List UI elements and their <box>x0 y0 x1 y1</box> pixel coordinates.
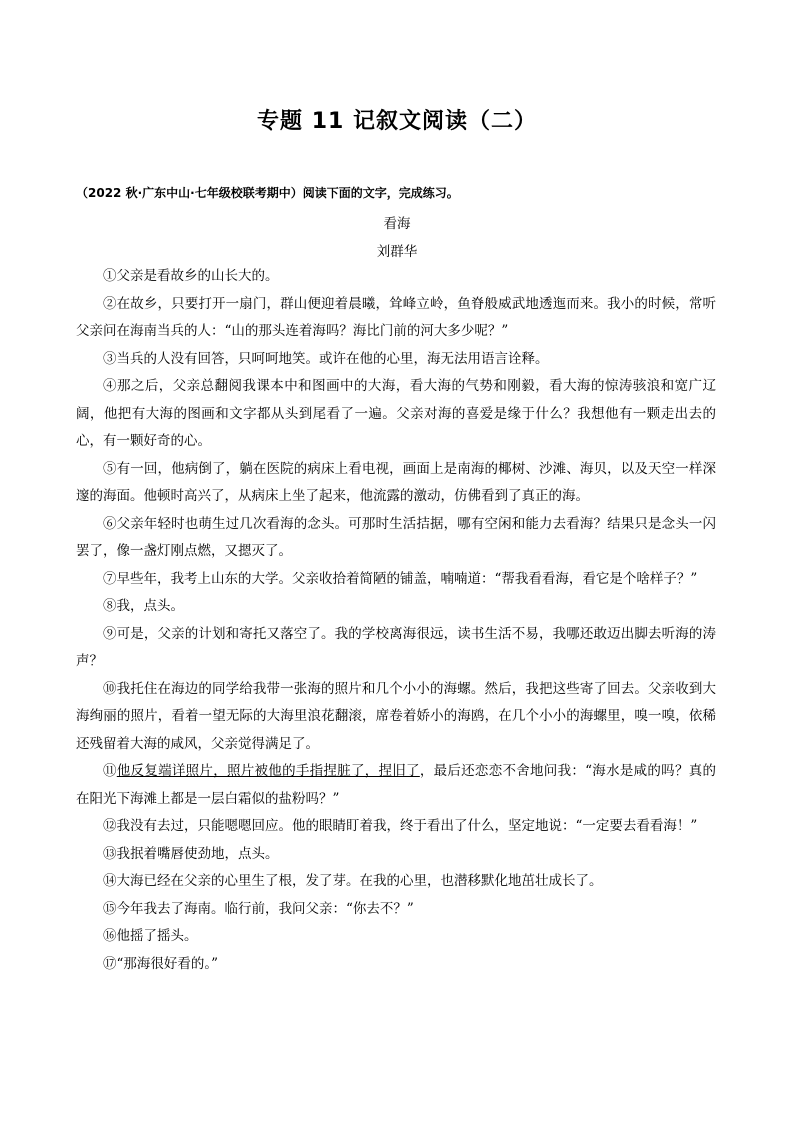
source-line: （2022 秋·广东中山·七年级校联考期中）阅读下面的文字，完成练习。 <box>76 186 459 200</box>
paragraph-7 <box>76 566 716 594</box>
paragraph-14 <box>76 868 716 896</box>
story-title: 看海 <box>383 216 411 232</box>
paragraph-12 <box>76 813 716 841</box>
paragraph-text: ②在故乡，只要打开一扇门，群山便迎着晨曦，耸峰立岭，鱼脊般威武地透迤而来。我小的时候，常听父亲问在海南当兵的人：“山的那头连着海吗？海比门前的河大多少呢？” <box>76 295 716 339</box>
paragraph-text: ④那之后，父亲总翻阅我课本中和图画中的大海，看大海的气势和刚毅，看大海的惊涛骇浪和宽广辽阔，他把有大海的图画和文字都从头到尾看了一遍。父亲对海的喜爱是缘于什么？我想他有一颗走出去的心，有一颗好奇的心。 <box>76 378 716 449</box>
paragraph-2 <box>76 291 716 346</box>
paragraph-13 <box>76 841 716 869</box>
paragraph-number: ⑪ <box>103 763 117 779</box>
paragraph-text: ⑭大海已经在父亲的心里生了根，发了芽。在我的心里，也潜移默化地茁壮成长了。 <box>103 873 603 889</box>
story-body <box>76 263 716 978</box>
paragraph-text: ①父亲是看故乡的山长大的。 <box>103 268 279 284</box>
paragraph-1 <box>76 263 716 291</box>
paragraph-text: ⑮今年我去了海南。临行前，我问父亲：“你去不？” <box>103 900 414 917</box>
paragraph-text: ⑯他摇了摇头。 <box>103 928 198 944</box>
paragraph-text: ，最后还恋恋不舍地问我：“海水是咸的吗？真的在阳光下海滩上都是一层白霜似的盐粉吗？” <box>76 763 717 807</box>
paragraph-5 <box>76 456 716 511</box>
paragraph-3 <box>76 346 716 374</box>
paragraph-15 <box>76 896 716 924</box>
paragraph-text: ⑨可是，父亲的计划和寄托又落空了。我的学校离海很远，读书生活不易，我哪还敢迈出脚去听海的涛声？ <box>76 625 716 669</box>
story-author: 刘群华 <box>376 244 418 260</box>
paragraph-text: ③当兵的人没有回答，只呵呵地笑。或许在他的心里，海无法用语言诠释。 <box>103 350 549 367</box>
paragraph-text: ⑫我没有去过，只能嗯嗯回应。他的眼睛盯着我，终于看出了什么，坚定地说：“一定要去看看海！” <box>103 818 698 834</box>
paragraph-text: ⑦早些年，我考上山东的大学。父亲收拾着简陋的铺盖，喃喃道：“帮我看看海，看它是个啥样子？” <box>103 570 698 587</box>
page-title: 专题 11 记叙文阅读（二） <box>257 109 537 134</box>
paragraph-text: ⑰“那海很好看的。” <box>103 955 219 972</box>
paragraph-10 <box>76 676 716 759</box>
paragraph-8 <box>76 593 716 621</box>
paragraph-text: ⑤有一回，他病倒了，躺在医院的病床上看电视，画面上是南海的椰树、沙滩、海贝，以及天空一样深邃的海面。他顿时高兴了，从病床上坐了起来，他流露的激动，仿佛看到了真正的海。 <box>76 460 716 504</box>
paragraph-16 <box>76 923 716 951</box>
paragraph-17 <box>76 951 716 979</box>
paragraph-9 <box>76 621 716 676</box>
paragraph-text: ⑧我，点头。 <box>103 598 184 614</box>
paragraph-text: ⑥父亲年轻时也萌生过几次看海的念头。可那时生活拮据，哪有空闲和能力去看海？结果只是念头一闪罢了，像一盏灯刚点燃，又摁灭了。 <box>76 515 716 559</box>
paragraph-6 <box>76 511 716 566</box>
paragraph-text: ⑩我托住在海边的同学给我带一张海的照片和几个小小的海螺。然后，我把这些寄了回去。父亲收到大海绚丽的照片，看着一望无际的大海里浪花翻滚，席卷着娇小的海鸥，在几个小小的海螺里，嗅一嗅，依稀还残留着大海的咸风，父亲觉得满足了。 <box>76 680 716 752</box>
paragraph-text: ⑬我抿着嘴唇使劲地，点头。 <box>103 845 279 862</box>
underlined-sentence: 他反复端详照片，照片被他的手指捏脏了，捏旧了 <box>116 763 420 779</box>
paragraph-4 <box>76 373 716 456</box>
paragraph-11 <box>76 758 716 813</box>
